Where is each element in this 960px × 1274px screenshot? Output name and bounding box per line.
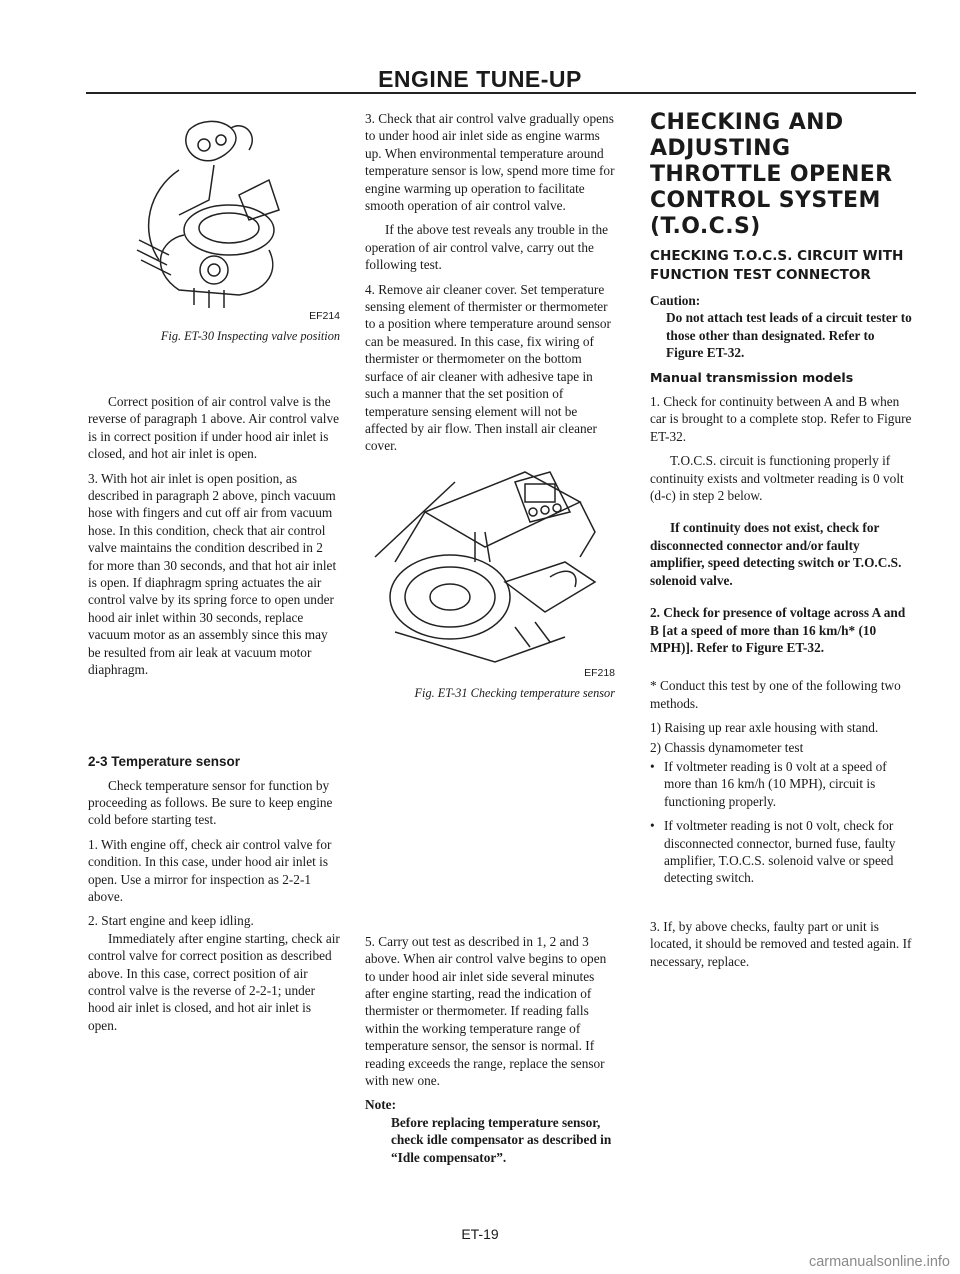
watermark: carmanualsonline.info	[808, 1254, 950, 1270]
header-rule	[86, 92, 916, 94]
caution-text: Do not attach test leads of a circuit tester to those other than designated. Refer to Figure ET-32.	[666, 310, 912, 361]
paragraph: 3. If, by above checks, faulty part or unit is located, it should be removed and tested again. If necessary, replace.	[650, 918, 912, 969]
paragraph: 4. Remove air cleaner cover. Set temperature sensing element of thermister or thermometer to a position where temperature around sensor can be measured. In this case, fix wiring of thermister or thermometer on the bottom surface of air cleaner with adhesive tape in such a manner that the set position of temperature sensing element will not be affected by air flow. Then install air cleaner cover.	[365, 281, 611, 454]
paragraph: 2. Check for presence of voltage across A and B [at a speed of more than 16 km/h* (10 MPH)]. Refer to Figure ET-32.	[650, 605, 906, 655]
caution	[650, 292, 915, 362]
method-item: 2) Chassis dynamometer test	[650, 739, 804, 755]
page-title: ENGINE TUNE-UP	[378, 66, 582, 92]
paragraph: Correct position of air control valve is the reverse of paragraph 1 above. Air control valve is in correct position if under hood air inlet is closed, and hot air inlet is open.	[88, 394, 340, 462]
column-middle	[365, 110, 615, 1173]
paragraph: If continuity does not exist, check for disconnected connector and/or faulty amplifier, speed detecting switch or T.O.C.S. solenoid valve.	[650, 520, 902, 588]
page-number: ET-19	[461, 1226, 499, 1242]
bullet-item: • If voltmeter reading is 0 volt at a speed of more than 16 km/h (10 MPH), circuit is functioning properly.	[650, 758, 915, 810]
column-right	[650, 110, 915, 977]
valve-inspection-illustration	[119, 110, 309, 310]
bullet-item: • If voltmeter reading is not 0 volt, check for disconnected connector, burned fuse, faulty amplifier, T.O.C.S. solenoid valve or speed detecting switch.	[650, 817, 915, 887]
method-item: 1) Raising up rear axle housing with stand.	[650, 720, 879, 736]
paragraph: * Conduct this test by one of the following two methods.	[650, 678, 901, 711]
subsection-heading: Manual transmission models	[650, 369, 854, 385]
paragraph: 1. Check for continuity between A and B when car is brought to a complete stop. Refer to Figure ET-32.	[650, 394, 912, 444]
note	[365, 1096, 615, 1166]
caution-label: Caution:	[650, 293, 701, 308]
figure-code: EF218	[584, 666, 615, 679]
paragraph: 2. Start engine and keep idling.	[88, 913, 254, 929]
paragraph: If the above test reveals any trouble in the operation of air control valve, carry out the following test.	[365, 222, 609, 273]
figure-caption: Fig. ET-30 Inspecting valve position	[160, 329, 340, 343]
section-heading: 2-3 Temperature sensor	[88, 753, 241, 769]
figure-code: EF214	[309, 310, 340, 322]
paragraph: Check temperature sensor for function by proceeding as follows. Be sure to keep engine cold before starting test.	[88, 777, 333, 828]
paragraph: T.O.C.S. circuit is functioning properly if continuity exists and voltmeter reading is 0 volt (d-c) in step 2 below.	[650, 453, 904, 504]
paragraph: 3. With hot air inlet is open position, as described in paragraph 2 above, pinch vacuum hose with fingers and cut off air from vacuum hose. In this condition, check that air control valve maintains the condition described in 2 for more than 30 seconds, and that hot air inlet is open. If diaphragm spring actuates the air control valve by its spring force to open under hood air inlet within 30 seconds, replace vacuum motor as an assembly since this may be resulted from air leak at vacuum motor diaphragm.	[88, 470, 337, 678]
subsection-heading: CHECKING T.O.C.S. CIRCUIT WITH FUNCTION TEST CONNECTOR	[650, 248, 904, 283]
paragraph: Immediately after engine starting, check air control valve for correct position as described above. In this case, correct position of air control valve is the reverse of 2-2-1; under hood air inlet is closed, and hot air inlet is open.	[88, 930, 340, 1033]
figure-caption: Fig. ET-31 Checking temperature sensor	[414, 685, 615, 700]
note-label: Note:	[365, 1097, 397, 1113]
paragraph: 3. Check that air control valve gradually opens to under hood air inlet side as engine warms up. When environmental temperature around temperature sensor is low, spend more time for engine warming up operation to facilitate smooth operation of air control valve.	[365, 111, 615, 214]
note-text: Before replacing temperature sensor, check idle compensator as described in “Idle compensator”.	[391, 1114, 612, 1165]
paragraph: 5. Carry out test as described in 1, 2 and 3 above. When air control valve begins to open to under hood air inlet side several minutes after engine starting, read the indication of thermister or thermometer. If reading falls within the working temperature range of temperature sensor, the sensor is normal. If reading exceeds the range, replace the sensor with new one.	[365, 933, 607, 1088]
paragraph: 1. With engine off, check air control valve for condition. In this case, under hood air inlet is open. Use a mirror for inspection as 2-2-1 above.	[88, 836, 332, 904]
column-left	[88, 110, 340, 1041]
section-heading: CHECKING AND ADJUSTING THROTTLE OPENER CONTROL SYSTEM (T.O.C.S)	[650, 110, 893, 239]
temperature-sensor-illustration	[365, 462, 615, 667]
